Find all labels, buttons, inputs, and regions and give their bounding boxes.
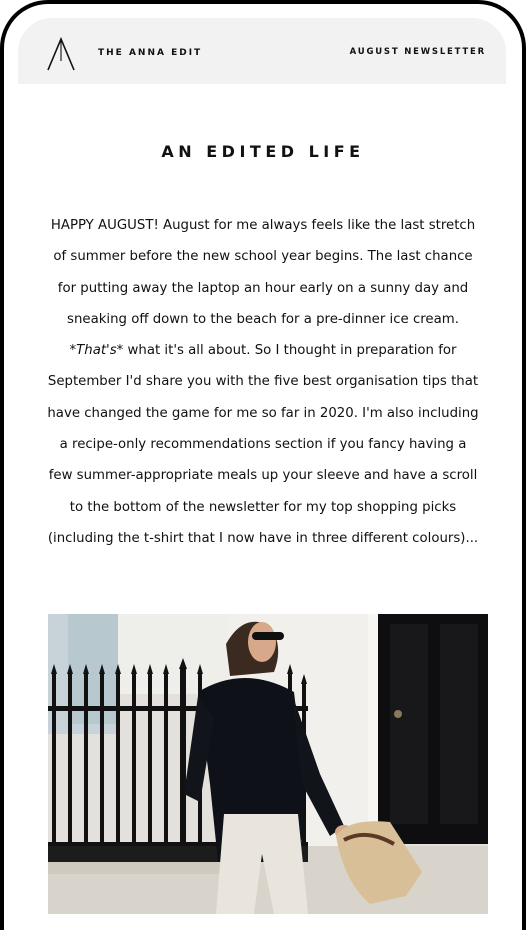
brand-name[interactable]: THE ANNA EDIT [98,48,203,58]
hero-photo[interactable] [48,614,488,914]
intro-paragraph [46,210,480,554]
hero-photo-illustration [48,614,488,914]
newsletter-issue-label: AUGUST NEWSLETTER [349,47,486,57]
intro-text-before: HAPPY AUGUST! August for me always feels like the last stretch of summer before the new school year begins. The last chance for putting away the laptop an hour early on a sunny day and sneaking off down to the beach for a pre-dinner ice cream. * [50,218,476,359]
article-title: AN EDITED LIFE [161,142,365,161]
intro-text-after: * what it's all about. So I thought in preparation for September I'd share you with the five best organisation tips that have changed the game for me so far in 2020. I'm also including a recipe-only recommendations section if you fancy having a few summer-appropriate meals up your sleeve and have a scroll to the bottom of the newsletter for my top shopping picks (including the t-shirt that I now have in three different colours)... [47,343,479,546]
anna-edit-logo-icon[interactable] [44,37,78,71]
intro-emphasis: That's [76,343,117,359]
email-screen [14,14,512,914]
newsletter-header [18,18,506,84]
